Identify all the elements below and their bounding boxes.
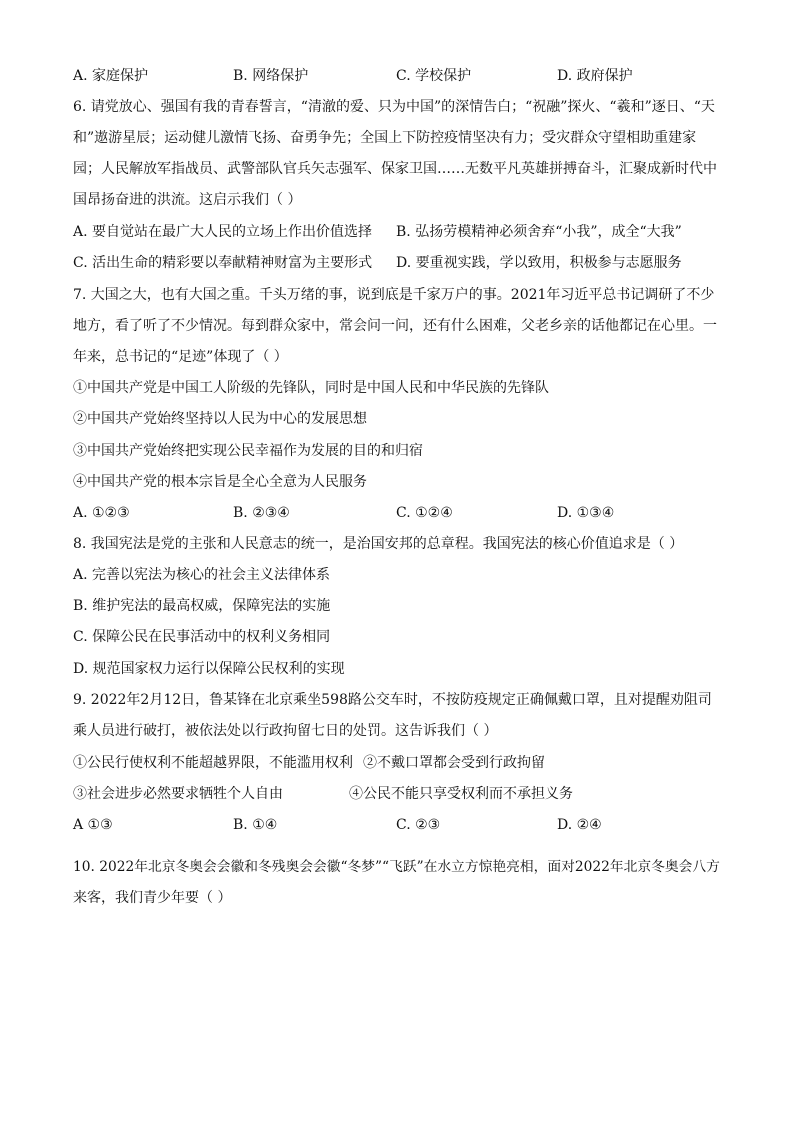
q8-option-a: A. 完善以宪法为核心的社会主义法律体系	[73, 567, 331, 583]
q7-item-3: ③中国共产党始终把实现公民幸福作为发展的目的和归宿	[73, 443, 423, 459]
q6-stem-line-1: 6. 请党放心、强国有我的青春誓言，“清澈的爱、只为中国”的深情告白；“祝融”探火、“羲和”逐日、“天	[73, 99, 715, 115]
q10-stem-line-2: 来客，我们青少年要（ ）	[73, 890, 232, 906]
q6-option-a: A. 要自觉站在最广大人民的立场上作出价值选择	[73, 224, 373, 240]
q9-stem-line-2: 乘人员进行破打，被依法处以行政拘留七日的处罚。这告诉我们（ ）	[73, 723, 498, 739]
q7-stem-line-1: 7. 大国之大，也有大国之重。千头万绪的事，说到底是千家万户的事。2021年习近平总书记调研了不少	[73, 287, 715, 303]
q8-stem: 8. 我国宪法是党的主张和人民意志的统一，是治国安邦的总章程。我国宪法的核心价值追求是（ ）	[73, 536, 684, 552]
q9-option-c: C. ②③	[396, 817, 441, 833]
q7-stem-line-2: 地方，看了听了不少情况。每到群众家中，常会问一问，还有什么困难，父老乡亲的话他都记在心里。一	[73, 318, 717, 334]
q7-stem-line-3: 年来，总书记的“足迹”体现了（ ）	[73, 349, 288, 365]
q9-item-4: ④公民不能只享受权利而不承担义务	[349, 786, 573, 802]
q5-option-c: C. 学校保护	[396, 68, 472, 84]
q7-option-d: D. ①③④	[557, 505, 615, 521]
q6-stem-line-2: 和”遨游星辰；运动健儿激情飞扬、奋勇争先；全国上下防控疫情坚决有力；受灾群众守望相助重建家	[73, 130, 697, 146]
q7-option-c: C. ①②④	[396, 505, 453, 521]
q9-option-a: A ①③	[73, 817, 113, 833]
q9-item-2: ②不戴口罩都会受到行政拘留	[363, 755, 545, 771]
q5-option-d: D. 政府保护	[557, 68, 633, 84]
q5-option-a: A. 家庭保护	[73, 68, 149, 84]
q7-item-2: ②中国共产党始终坚持以人民为中心的发展思想	[73, 411, 367, 427]
q9-option-d: D. ②④	[557, 817, 602, 833]
q6-stem-line-3: 园；人民解放军指战员、武警部队官兵矢志强军、保家卫国……无数平凡英雄拼搏奋斗，汇聚成新时代中	[73, 161, 717, 177]
q6-option-d: D. 要重视实践，学以致用，积极参与志愿服务	[396, 255, 682, 271]
q8-option-b: B. 维护宪法的最高权威，保障宪法的实施	[73, 598, 331, 614]
q9-item-3: ③社会进步必然要求牺牲个人自由	[73, 786, 283, 802]
q8-option-d: D. 规范国家权力运行以保障公民权利的实现	[73, 661, 345, 677]
q6-option-b: B. 弘扬劳模精神必须舍弃“小我”，成全“大我”	[396, 224, 682, 240]
q9-item-1: ①公民行使权利不能超越界限，不能滥用权利	[73, 755, 353, 771]
q5-option-b: B. 网络保护	[233, 68, 309, 84]
q7-item-4: ④中国共产党的根本宗旨是全心全意为人民服务	[73, 474, 367, 490]
q8-option-c: C. 保障公民在民事活动中的权利义务相同	[73, 629, 331, 645]
q7-option-a: A. ①②③	[73, 505, 130, 521]
q6-stem-line-4: 国昂扬奋进的洪流。这启示我们（ ）	[73, 192, 302, 208]
q9-stem-line-1: 9. 2022年2月12日，鲁某锋在北京乘坐598路公交车时，不按防疫规定正确佩戴口罩，且对提醒劝阻司	[73, 692, 712, 708]
q9-option-b: B. ①④	[233, 817, 278, 833]
q10-stem-line-1: 10. 2022年北京冬奥会会徽和冬残奥会会徽“冬梦”“飞跃”在水立方惊艳亮相，面对2022年北京冬奥会八方	[73, 859, 720, 875]
q7-option-b: B. ②③④	[233, 505, 290, 521]
q6-option-c: C. 活出生命的精彩要以奉献精神财富为主要形式	[73, 255, 373, 271]
q7-item-1: ①中国共产党是中国工人阶级的先锋队，同时是中国人民和中华民族的先锋队	[73, 380, 549, 396]
